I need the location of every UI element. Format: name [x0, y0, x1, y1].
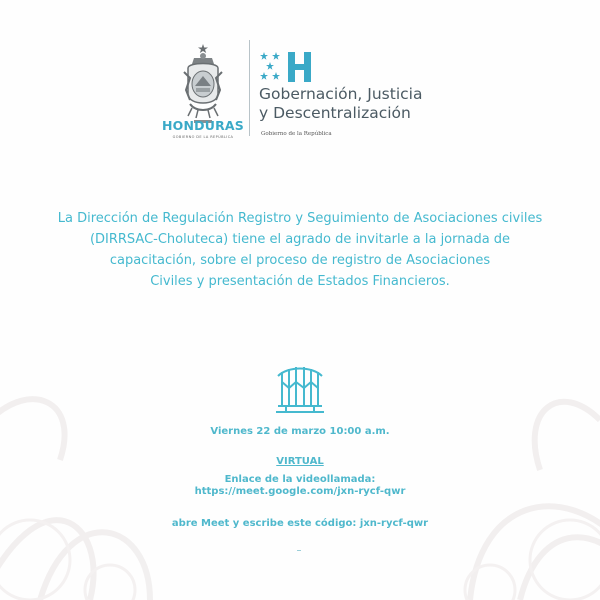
- header-divider: [249, 40, 250, 136]
- meet-link[interactable]: https://meet.google.com/jxn-rycf-qwr: [194, 486, 406, 497]
- invitation-line-2: (DIRRSAC-Choluteca) tiene el agrado de invitarle a la jornada de: [89, 232, 511, 247]
- government-h-logo: [258, 50, 328, 84]
- country-subtitle: GOBIERNO DE LA REPÚBLICA: [172, 135, 234, 139]
- link-label: Enlace de la videollamada:: [224, 474, 376, 485]
- footer-mark: [297, 550, 301, 551]
- ministry-subtitle: Gobierno de la República: [261, 131, 332, 137]
- event-modality: VIRTUAL: [276, 456, 324, 467]
- building-icon: [274, 362, 326, 417]
- ministry-name: [259, 85, 422, 123]
- invitation-line-4: Civiles y presentación de Estados Financieros.: [150, 274, 450, 289]
- invitation-line-3: capacitación, sobre el proceso de registro de Asociaciones: [109, 253, 491, 268]
- event-date: Viernes 22 de marzo 10:00 a.m.: [210, 426, 390, 437]
- country-label: HONDURAS: [162, 118, 244, 133]
- meet-code-instruction: abre Meet y escribe este código: jxn-rycf-qwr: [171, 518, 429, 529]
- invitation-line-1: La Dirección de Regulación Registro y Seguimiento de Asociaciones civiles: [57, 211, 543, 226]
- header: [0, 38, 600, 148]
- ministry-line-1: Gobernación, Justicia: [259, 85, 423, 103]
- invitation-text: [20, 208, 580, 292]
- ministry-line-2: y Descentralización: [259, 104, 411, 122]
